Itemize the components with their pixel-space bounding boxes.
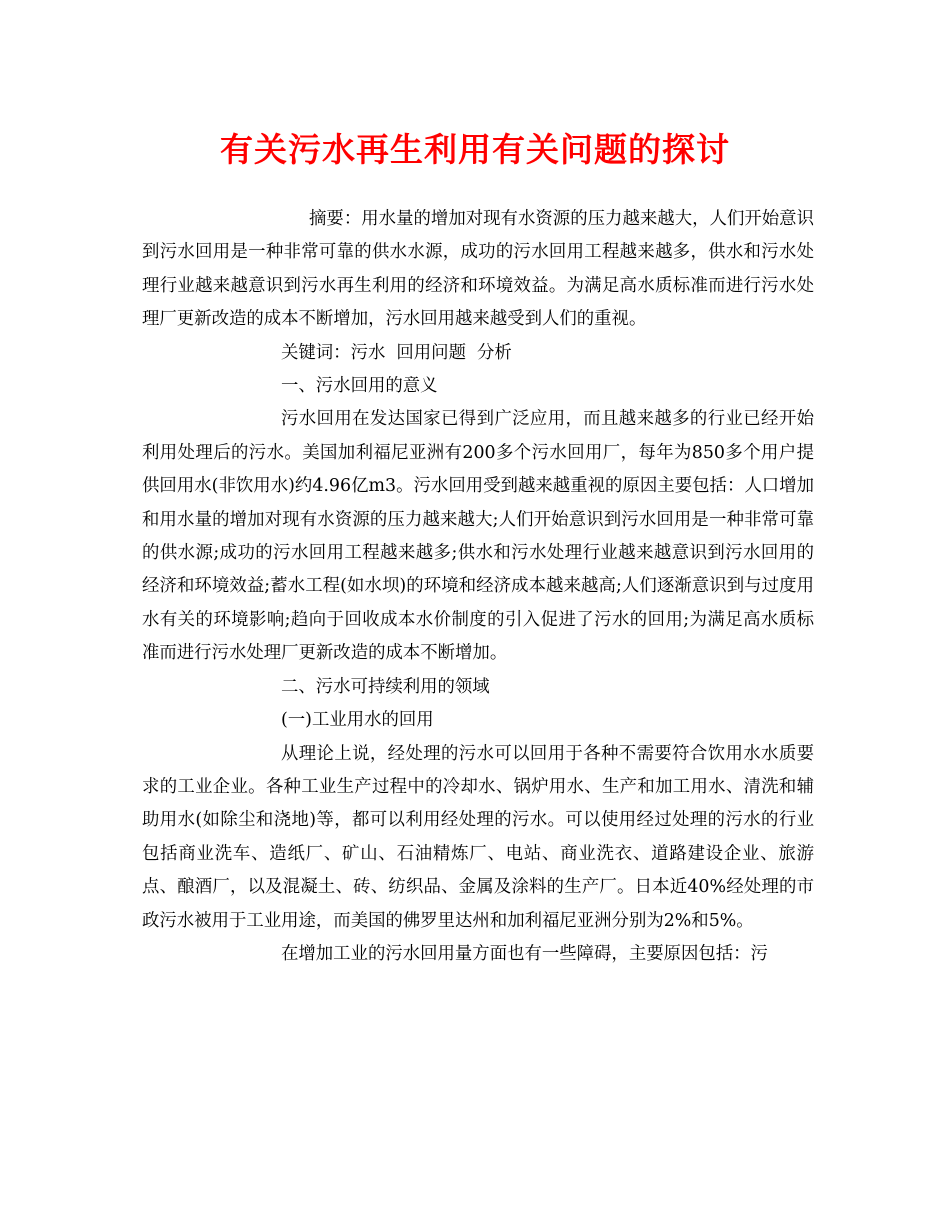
subsection-heading-1: (一)工业用水的回用 <box>281 710 434 731</box>
section-1-paragraph: 污水回用在发达国家已得到广泛应用，而且越来越多的行业已经开始利用处理后的污水。美国加利福尼亚洲有200多个污水回用厂，每年为850多个用户提供回用水(非饮用水)约4.96亿m3。污水回用受到越来越重视的原因主要包括：人口增加和用水量的增加对现有水资源的压力越来越大;人们开始意识到污水回用是一种非常可靠的供水源;成功的污水回用工程越来越多;供水和污水处理行业越来越意识到污水回用的经济和环境效益;蓄水工程(如水坝)的环境和经济成本越来越高;人们逐渐意识到与过度用水有关的环境影响;趋向于回收成本水价制度的引入促进了污水的回用;为满足高水质标准而进行污水处理厂更新改造的成本不断增加。 <box>142 409 814 664</box>
abstract-paragraph: 摘要：用水量的增加对现有水资源的压力越来越大，人们开始意识到污水回用是一种非常可靠的供水水源，成功的污水回用工程越来越多，供水和污水处理行业越来越意识到污水再生利用的经济和环境效益。为满足高水质标准而进行污水处理厂更新改造的成本不断增加，污水回用越来越受到人们的重视。 <box>142 209 814 330</box>
subsection-1-paragraph-2: 在增加工业的污水回用量方面也有一些障碍，主要原因包括：污 <box>281 943 768 964</box>
keywords-line: 关键词：污水 回用问题 分析 <box>281 342 512 363</box>
document-title: 有关污水再生利用有关问题的探讨 <box>220 130 730 169</box>
section-heading-1: 一、污水回用的意义 <box>281 376 438 397</box>
subsection-1-paragraph-1: 从理论上说，经处理的污水可以回用于各种不需要符合饮用水水质要求的工业企业。各种工业生产过程中的冷却水、锅炉用水、生产和加工用水、清洗和辅助用水(如除尘和浇地)等，都可以利用经处理的污水。可以使用经过处理的污水的行业包括商业洗车、造纸厂、矿山、石油精炼厂、电站、商业洗衣、道路建设企业、旅游点、酿酒厂，以及混凝土、砖、纺织品、金属及涂料的生产厂。日本近40%经处理的市政污水被用于工业用途，而美国的佛罗里达州和加利福尼亚洲分别为2%和5%。 <box>142 743 814 931</box>
document-body <box>142 203 814 971</box>
section-heading-2: 二、污水可持续利用的领域 <box>281 676 490 697</box>
